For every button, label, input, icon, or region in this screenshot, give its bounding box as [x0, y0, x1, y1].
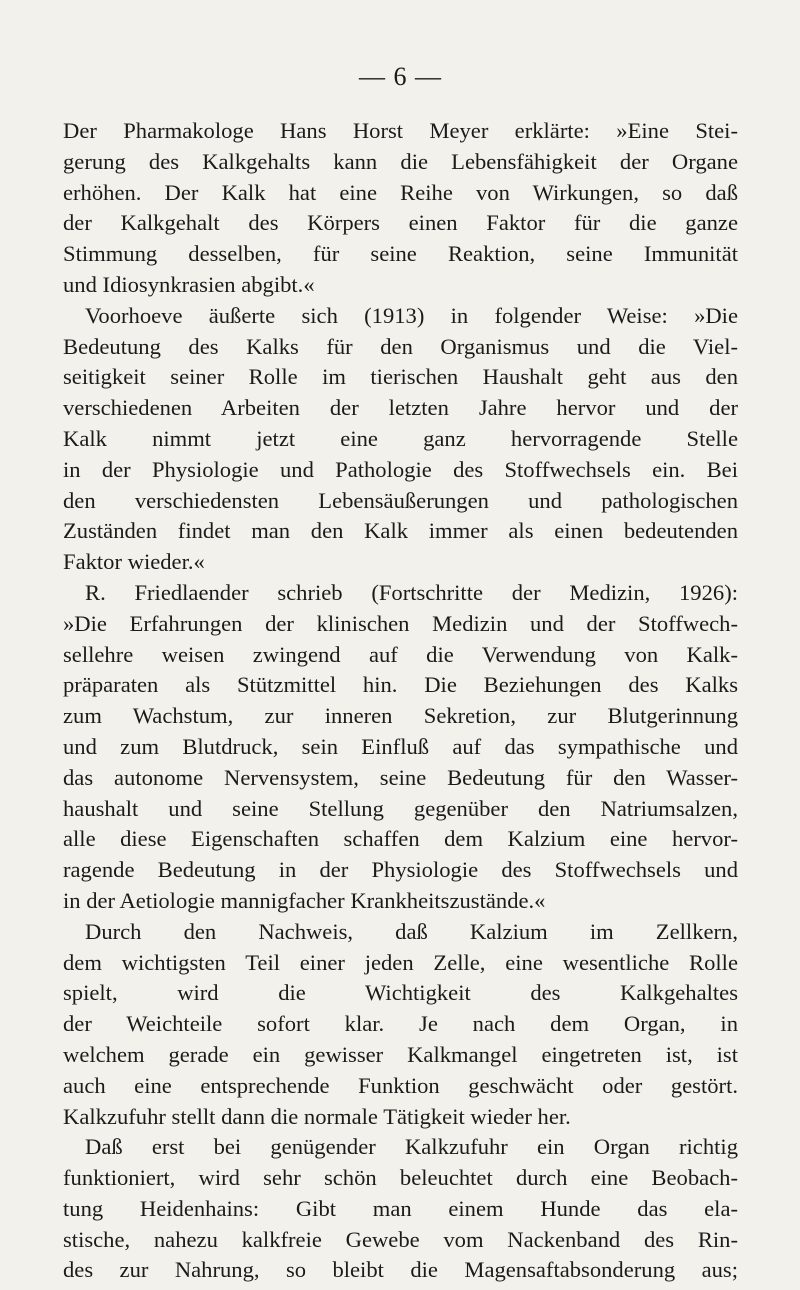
text-line: erhöhen. Der Kalk hat eine Reihe von Wirkungen, so daß	[63, 179, 738, 205]
paragraph-zellkern	[63, 917, 738, 1133]
text-line: präparaten als Stützmittel hin. Die Beziehungen des Kalks	[63, 672, 738, 698]
text-line: welchem gerade ein gewisser Kalkmangel eingetreten ist, ist	[63, 1041, 738, 1067]
text-line: in der Aetiologie mannigfacher Krankheitszustände.«	[63, 887, 546, 913]
paragraph-friedlaender	[63, 578, 738, 917]
text-line: und zum Blutdruck, sein Einfluß auf das sympathische und	[63, 733, 738, 759]
text-line: in der Physiologie und Pathologie des Stoffwechsels ein. Bei	[63, 456, 738, 482]
text-line: der Kalkgehalt des Körpers einen Faktor für die ganze	[63, 210, 738, 236]
text-line: R. Friedlaender schrieb (Fortschritte der Medizin, 1926):	[85, 579, 738, 605]
text-line: Kalkzufuhr stellt dann die normale Tätigkeit wieder her.	[63, 1103, 571, 1129]
text-line: Voorhoeve äußerte sich (1913) in folgender Weise: »Die	[85, 302, 738, 328]
text-line: Stimmung desselben, für seine Reaktion, seine Immunität	[63, 241, 738, 267]
text-line: ragende Bedeutung in der Physiologie des Stoffwechsels und	[63, 857, 738, 883]
text-line: den verschiedensten Lebensäußerungen und pathologischen	[63, 487, 738, 513]
text-line: alle diese Eigenschaften schaffen dem Kalzium eine hervor-	[63, 826, 738, 852]
text-line: und Idiosynkrasien abgibt.«	[63, 271, 315, 297]
page-number: — 6 —	[359, 62, 442, 91]
text-line: der Weichteile sofort klar. Je nach dem Organ, in	[63, 1011, 738, 1037]
text-line: das autonome Nervensystem, seine Bedeutung für den Wasser-	[63, 764, 738, 790]
paragraph-meyer	[63, 116, 738, 301]
text-line: verschiedenen Arbeiten der letzten Jahre hervor und der	[63, 395, 738, 421]
text-line: »Die Erfahrungen der klinischen Medizin und der Stoffwech-	[63, 610, 738, 636]
text-line: seitigkeit seiner Rolle im tierischen Haushalt geht aus den	[63, 364, 738, 390]
text-line: tung Heidenhains: Gibt man einem Hunde das ela-	[63, 1195, 738, 1221]
body-text	[63, 116, 738, 1286]
text-line: sellehre weisen zwingend auf die Verwendung von Kalk-	[63, 641, 738, 667]
text-line: Bedeutung des Kalks für den Organismus und die Viel-	[63, 333, 738, 359]
text-line: Daß erst bei genügender Kalkzufuhr ein Organ richtig	[85, 1134, 738, 1160]
text-line: gerung des Kalkgehalts kann die Lebensfähigkeit der Organe	[63, 148, 738, 174]
text-line: funktioniert, wird sehr schön beleuchtet durch eine Beobach-	[63, 1165, 738, 1191]
text-line: Der Pharmakologe Hans Horst Meyer erklärte: »Eine Stei-	[63, 118, 738, 143]
text-line: auch eine entsprechende Funktion geschwächt oder gestört.	[63, 1072, 738, 1098]
paragraph-heidenhain	[63, 1132, 738, 1286]
text-line: zum Wachstum, zur inneren Sekretion, zur Blutgerinnung	[63, 703, 738, 729]
text-line: Kalk nimmt jetzt eine ganz hervorragende Stelle	[63, 425, 738, 451]
text-line: Durch den Nachweis, daß Kalzium im Zellkern,	[85, 918, 738, 944]
text-line: spielt, wird die Wichtigkeit des Kalkgehaltes	[63, 980, 738, 1006]
text-line: Faktor wieder.«	[63, 549, 205, 575]
text-line: dem wichtigsten Teil einer jeden Zelle, eine wesentliche Rolle	[63, 949, 738, 975]
text-line: haushalt und seine Stellung gegenüber den Natriumsalzen,	[63, 795, 738, 821]
text-line: stische, nahezu kalkfreie Gewebe vom Nackenband des Rin-	[63, 1226, 738, 1252]
text-line: Zuständen findet man den Kalk immer als einen bedeutenden	[63, 518, 738, 544]
text-line: des zur Nahrung, so bleibt die Magensaftabsonderung aus;	[63, 1257, 738, 1283]
paragraph-voorhoeve	[63, 301, 738, 578]
